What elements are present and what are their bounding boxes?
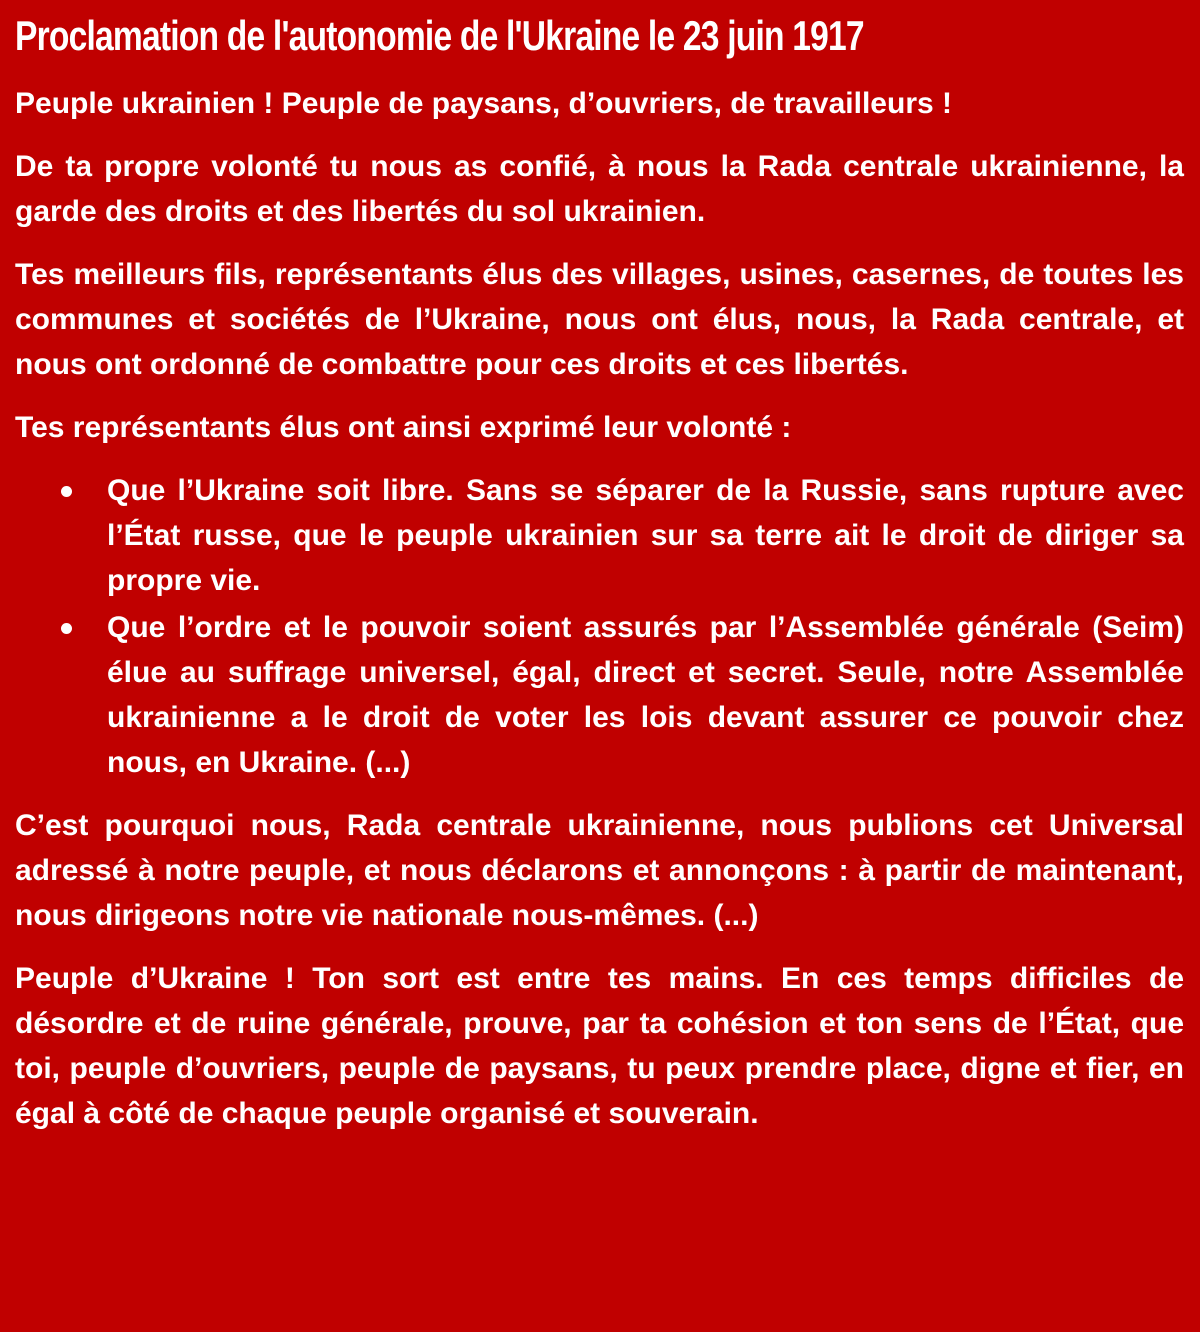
paragraph-address: Peuple ukrainien ! Peuple de paysans, d’ouvriers, de travailleurs ! [15,87,953,120]
paragraph-will-intro: Tes représentants élus ont ainsi exprimé leur volonté : [15,411,792,444]
paragraph-representatives: Tes meilleurs fils, représentants élus des villages, usines, casernes, de toutes les communes et sociétés de l’Ukraine, nous ont élus, nous, la Rada centrale, et nous ont ordonné de combattre pour ces droits et ces libertés. [15,258,1184,381]
list-item-text: Que l’ordre et le pouvoir soient assurés par l’Assemblée générale (Seim) élue au suffrage universel, égal, direct et secret. Seule, notre Assemblée ukrainienne a le droit de voter les lois devant assurer ce pouvoir chez nous, en Ukraine. (...) [107,611,1184,779]
list-item [15,605,1184,785]
paragraph-mandate: De ta propre volonté tu nous as confié, à nous la Rada centrale ukrainienne, la garde des droits et des libertés du sol ukrainien. [15,150,1184,228]
list-item-text: Que l’Ukraine soit libre. Sans se séparer de la Russie, sans rupture avec l’État russe, que le peuple ukrainien sur sa terre ait le droit de diriger sa propre vie. [107,474,1184,597]
list-item [15,468,1184,603]
paragraph-appeal: Peuple d’Ukraine ! Ton sort est entre tes mains. En ces temps difficiles de désordre et de ruine générale, prouve, par ta cohésion et ton sens de l’État, que toi, peuple d’ouvriers, peuple de paysans, tu peux prendre place, digne et fier, en égal à côté de chaque peuple organisé et souverain. [15,962,1184,1130]
bullet-icon [61,486,72,497]
bullet-icon [61,623,72,634]
demands-list [15,468,1184,785]
document-title: Proclamation de l'autonomie de l'Ukraine le 23 juin 1917 [15,12,864,59]
paragraph-declaration: C’est pourquoi nous, Rada centrale ukrainienne, nous publions cet Universal adressé à notre peuple, et nous déclarons et annonçons : à partir de maintenant, nous dirigeons notre vie nationale nous-mêmes. (...) [15,809,1184,932]
